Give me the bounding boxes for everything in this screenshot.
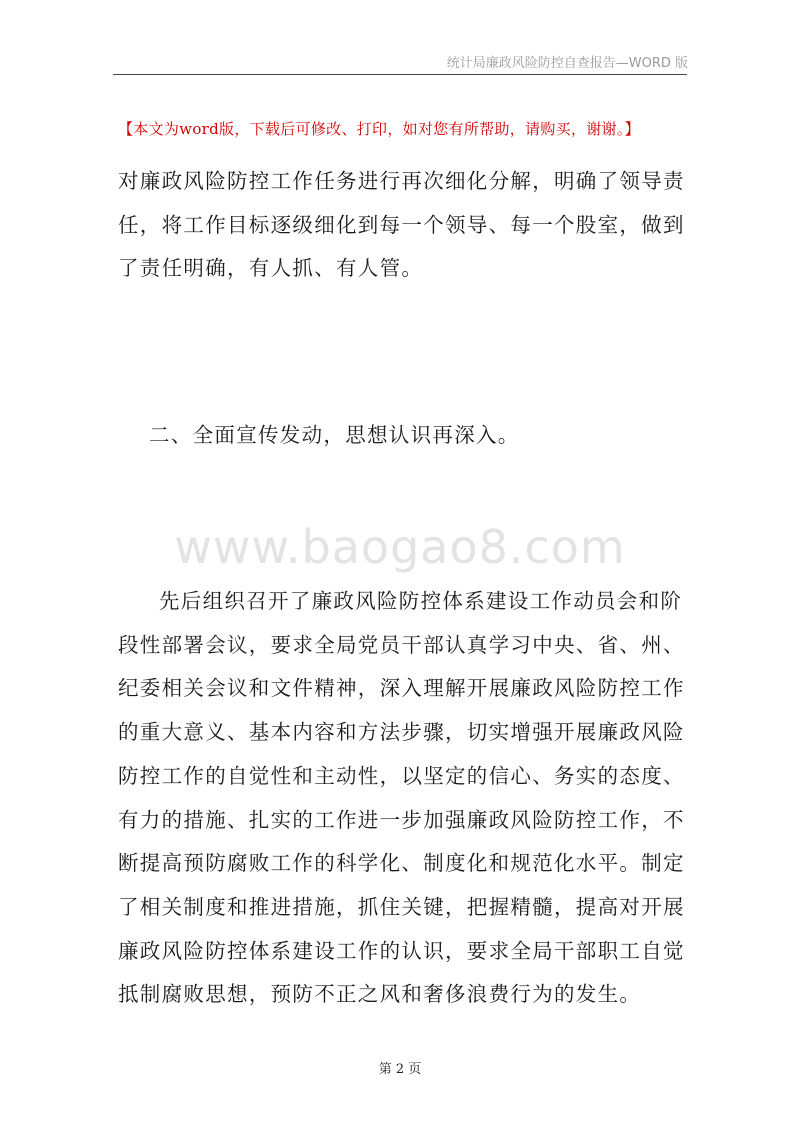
watermark: www.baogao8.com (174, 520, 626, 574)
body-paragraph-1: 对廉政风险防控工作任务进行再次细化分解，明确了领导责任，将工作目标逐级细化到每一个领导、每一个股室，做到了责任明确，有人抓、有人管。 (118, 169, 685, 281)
body-paragraph-2: 先后组织召开了廉政风险防控体系建设工作动员会和阶段性部署会议，要求全局党员干部认真学习中央、省、州、纪委相关会议和文件精神，深入理解开展廉政风险防控工作的重大意义、基本内容和方法步骤，切实增强开展廉政风险防控工作的自觉性和主动性，以坚定的信心、务实的态度、有力的措施、扎实的工作进一步加强廉政风险防控工作，不断提高预防腐败工作的科学化、制度化和规范化水平。制定了相关制度和推进措施，抓住关键，把握精髓，提高对开展廉政风险防控体系建设工作的认识，要求全局干部职工自觉抵制腐败思想，预防不正之风和奢侈浪费行为的发生。 (118, 589, 685, 1007)
section-heading: 二、全面宣传发动，思想认识再深入。 (149, 423, 520, 447)
header-divider (113, 74, 687, 75)
page-number: 第 2 页 (378, 1062, 422, 1077)
purchase-notice: 【本文为word版，下载后可修改、打印，如对您有所帮助，请购买，谢谢。】 (118, 120, 640, 138)
header-title: 统计局廉政风险防控自查报告—WORD 版 (446, 56, 688, 71)
